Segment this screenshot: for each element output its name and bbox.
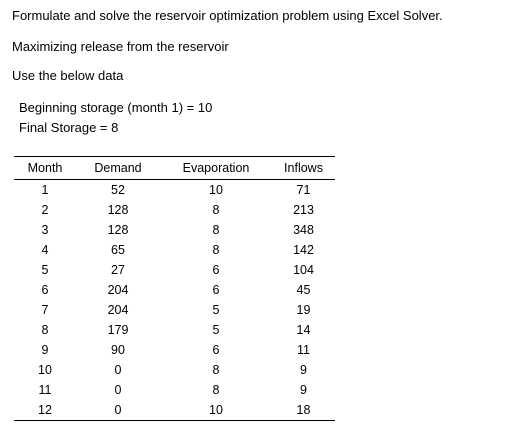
- instruction-text: Formulate and solve the reservoir optimization problem using Excel Solver.: [12, 8, 443, 23]
- cell-evaporation: 6: [212, 283, 220, 297]
- table-row: [14, 260, 335, 280]
- cell-month: 1: [41, 183, 49, 197]
- table-row: [14, 340, 335, 360]
- cell-month: 4: [41, 243, 49, 257]
- cell-demand: 0: [114, 363, 122, 377]
- cell-demand: 0: [114, 383, 122, 397]
- table-row: [14, 240, 335, 260]
- table-row: [14, 320, 335, 340]
- cell-inflows: 213: [293, 203, 314, 217]
- cell-month: 10: [38, 363, 52, 377]
- cell-inflows: 142: [293, 243, 314, 257]
- cell-month: 11: [38, 383, 52, 397]
- cell-evaporation: 6: [212, 343, 220, 357]
- table-row: [14, 400, 335, 421]
- cell-month: 12: [38, 403, 52, 417]
- objective-text: Maximizing release from the reservoir: [12, 39, 229, 54]
- data-intro-text: Use the below data: [12, 68, 124, 83]
- table-row: [14, 360, 335, 380]
- cell-month: 8: [41, 323, 49, 337]
- cell-evaporation: 5: [212, 323, 220, 337]
- cell-evaporation: 8: [212, 363, 220, 377]
- reservoir-data-table: [14, 156, 335, 421]
- cell-inflows: 18: [296, 403, 311, 417]
- cell-inflows: 71: [296, 183, 311, 197]
- cell-inflows: 348: [293, 223, 314, 237]
- cell-demand: 179: [107, 323, 129, 337]
- table-row: [14, 220, 335, 240]
- cell-inflows: 45: [296, 283, 311, 297]
- table-row: [14, 200, 335, 220]
- cell-evaporation: 6: [212, 263, 220, 277]
- cell-demand: 128: [107, 223, 129, 237]
- cell-inflows: 19: [296, 303, 311, 317]
- final-storage-text: Final Storage = 8: [19, 120, 119, 135]
- cell-evaporation: 5: [212, 303, 220, 317]
- cell-demand: 90: [111, 343, 125, 357]
- beginning-storage-text: Beginning storage (month 1) = 10: [19, 100, 213, 115]
- cell-inflows: 9: [300, 363, 307, 377]
- cell-month: 9: [41, 343, 49, 357]
- cell-evaporation: 8: [212, 223, 220, 237]
- cell-month: 6: [41, 283, 49, 297]
- cell-inflows: 14: [296, 323, 311, 337]
- cell-demand: 204: [107, 303, 129, 317]
- table-row: [14, 280, 335, 300]
- cell-month: 2: [41, 203, 49, 217]
- cell-month: 3: [41, 223, 49, 237]
- table-row: [14, 380, 335, 400]
- header-inflows: Inflows: [284, 161, 323, 175]
- header-demand: Demand: [94, 161, 142, 175]
- cell-demand: 204: [107, 283, 129, 297]
- cell-inflows: 9: [300, 383, 307, 397]
- header-evaporation: Evaporation: [182, 161, 250, 175]
- cell-month: 5: [41, 263, 49, 277]
- cell-evaporation: 8: [212, 203, 220, 217]
- cell-demand: 27: [111, 263, 125, 277]
- cell-demand: 65: [111, 243, 125, 257]
- cell-inflows: 104: [293, 263, 314, 277]
- cell-evaporation: 10: [209, 403, 223, 417]
- table-body: [14, 180, 335, 421]
- cell-demand: 0: [114, 403, 122, 417]
- table-row: [14, 300, 335, 320]
- cell-evaporation: 8: [212, 243, 220, 257]
- cell-evaporation: 8: [212, 383, 220, 397]
- cell-month: 7: [41, 303, 49, 317]
- header-month: Month: [27, 161, 63, 175]
- table-header-row: [14, 157, 335, 180]
- table-row: [14, 180, 335, 201]
- cell-evaporation: 10: [209, 183, 223, 197]
- cell-demand: 52: [111, 183, 125, 197]
- cell-demand: 128: [107, 203, 129, 217]
- cell-inflows: 11: [297, 343, 310, 357]
